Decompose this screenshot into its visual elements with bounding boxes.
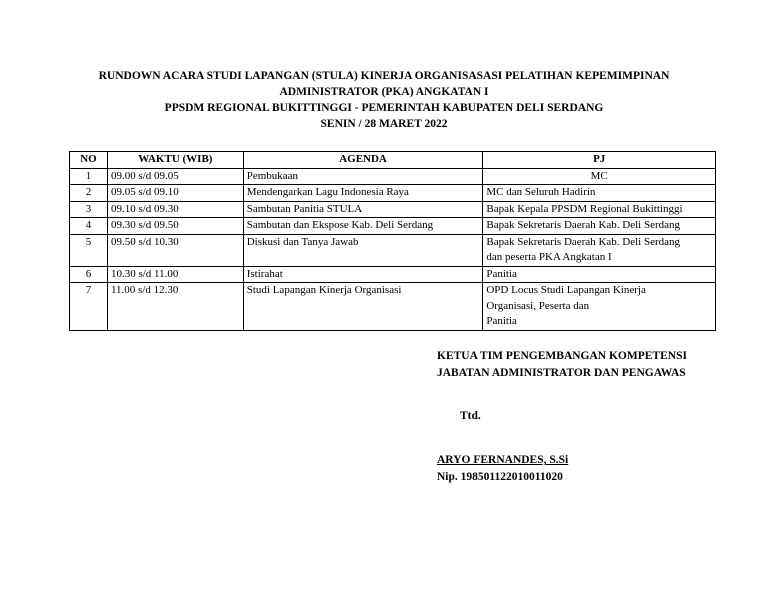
table-row <box>70 168 716 185</box>
cell-waktu: 09.30 s/d 09.50 <box>107 218 243 235</box>
column-header-pj: PJ <box>483 152 716 169</box>
document-title <box>0 68 768 132</box>
cell-no: 6 <box>70 266 108 283</box>
signature-ttd: Ttd. <box>460 410 481 422</box>
column-header-agenda: AGENDA <box>243 152 483 169</box>
table-row <box>70 283 716 331</box>
cell-waktu: 09.00 s/d 09.05 <box>107 168 243 185</box>
cell-agenda: Pembukaan <box>243 168 483 185</box>
pj-line: Panitia <box>486 267 517 280</box>
cell-no: 2 <box>70 185 108 202</box>
cell-agenda: Istirahat <box>243 266 483 283</box>
table-row <box>70 234 716 266</box>
cell-no: 4 <box>70 218 108 235</box>
cell-waktu: 10.30 s/d 11.00 <box>107 266 243 283</box>
pj-line: MC <box>590 169 608 182</box>
title-line-4: SENIN / 28 MARET 2022 <box>320 118 448 130</box>
cell-waktu: 09.10 s/d 09.30 <box>107 201 243 218</box>
title-line-3: PPSDM REGIONAL BUKITTINGGI - PEMERINTAH KABUPATEN DELI SERDANG <box>164 102 604 114</box>
rundown-table <box>69 151 716 331</box>
signatory-name: ARYO FERNANDES, S.Si <box>437 454 569 466</box>
cell-no: 7 <box>70 283 108 331</box>
cell-pj <box>483 168 716 185</box>
signature-title-line-1: KETUA TIM PENGEMBANGAN KOMPETENSI <box>437 350 687 362</box>
table-row <box>70 185 716 202</box>
pj-line: Organisasi, Peserta dan <box>486 299 590 312</box>
column-header-waktu: WAKTU (WIB) <box>107 152 243 169</box>
cell-no: 5 <box>70 234 108 266</box>
cell-no: 3 <box>70 201 108 218</box>
signatory-nip: Nip. 198501122010011020 <box>437 471 563 483</box>
table-row <box>70 218 716 235</box>
pj-line: Bapak Sekretaris Daerah Kab. Deli Serdang <box>486 219 681 231</box>
cell-agenda: Sambutan dan Ekspose Kab. Deli Serdang <box>243 218 483 235</box>
column-header-no: NO <box>70 152 108 169</box>
cell-pj <box>483 234 716 266</box>
cell-pj <box>483 266 716 283</box>
cell-no: 1 <box>70 168 108 185</box>
title-line-2: ADMINISTRATOR (PKA) ANGKATAN I <box>279 86 489 98</box>
pj-line: MC dan Seluruh Hadirin <box>486 186 596 198</box>
pj-line: dan peserta PKA Angkatan I <box>486 251 612 263</box>
signature-title <box>437 348 687 382</box>
cell-pj <box>483 201 716 218</box>
pj-line: Bapak Sekretaris Daerah Kab. Deli Serdang <box>486 235 681 248</box>
cell-pj <box>483 283 716 331</box>
cell-waktu: 09.50 s/d 10.30 <box>107 234 243 266</box>
table-header-row <box>70 152 716 169</box>
cell-pj <box>483 218 716 235</box>
cell-pj <box>483 185 716 202</box>
pj-line: OPD Locus Studi Lapangan Kinerja <box>486 284 646 296</box>
signature-block <box>437 452 568 486</box>
cell-agenda: Diskusi dan Tanya Jawab <box>243 234 483 266</box>
cell-agenda: Studi Lapangan Kinerja Organisasi <box>243 283 483 331</box>
cell-waktu: 09.05 s/d 09.10 <box>107 185 243 202</box>
cell-waktu: 11.00 s/d 12.30 <box>107 283 243 331</box>
cell-agenda: Mendengarkan Lagu Indonesia Raya <box>243 185 483 202</box>
table-row <box>70 201 716 218</box>
cell-agenda: Sambutan Panitia STULA <box>243 201 483 218</box>
pj-line: Bapak Kepala PPSDM Regional Bukittinggi <box>486 202 683 215</box>
pj-line: Panitia <box>486 315 517 327</box>
table-row <box>70 266 716 283</box>
title-line-1: RUNDOWN ACARA STUDI LAPANGAN (STULA) KINERJA ORGANISASASI PELATIHAN KEPEMIMPINAN <box>98 70 670 82</box>
signature-title-line-2: JABATAN ADMINISTRATOR DAN PENGAWAS <box>437 367 686 379</box>
